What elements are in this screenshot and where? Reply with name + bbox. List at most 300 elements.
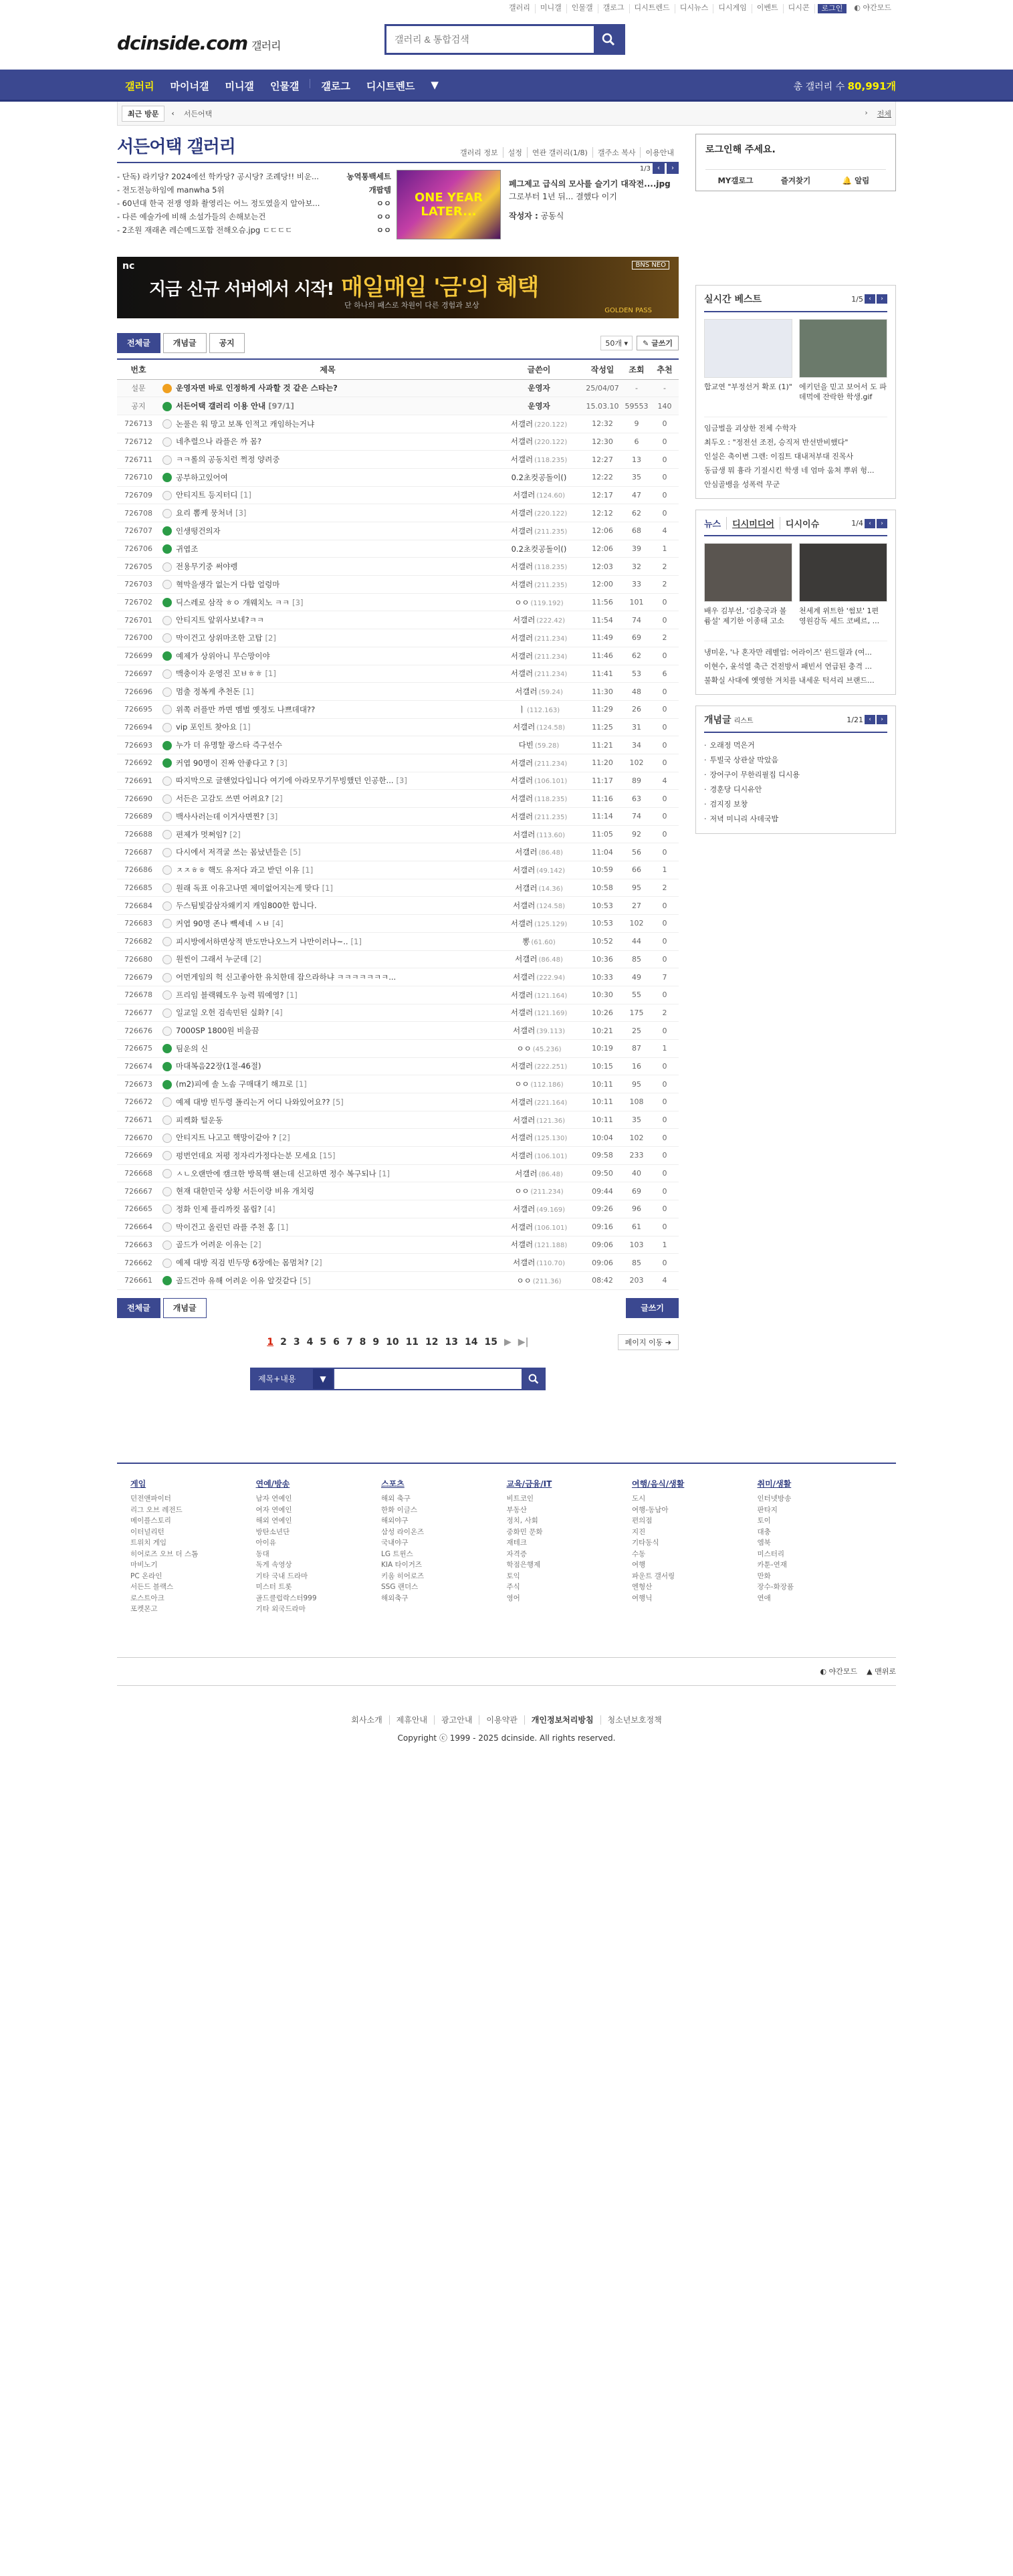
recent-visit-item[interactable]: 서든어택: [183, 109, 213, 118]
post-writer[interactable]: [495, 932, 582, 950]
table-row[interactable]: [117, 665, 679, 683]
alarm-button[interactable]: [826, 170, 886, 186]
post-title-cell[interactable]: [160, 504, 495, 522]
next-icon[interactable]: ›: [877, 715, 887, 724]
table-row[interactable]: [117, 1039, 679, 1057]
post-title[interactable]: 맥충이자 운영진 꼬ㅂㅎㅎ: [176, 669, 263, 679]
footer-policy-link[interactable]: 청소년보호정책: [607, 1715, 662, 1725]
writer-name[interactable]: 서갤러: [510, 562, 534, 572]
table-row[interactable]: [117, 1075, 679, 1093]
gnb-person[interactable]: 인물갤: [269, 80, 300, 92]
post-title-cell[interactable]: [160, 1254, 495, 1272]
writer-name[interactable]: 서갤러: [510, 1240, 534, 1250]
realtime-item[interactable]: 안심골뱅을 성폭력 무군: [704, 480, 780, 489]
footer-column-title[interactable]: 연예/방송: [255, 1479, 290, 1489]
writer-name[interactable]: 서갤러: [512, 865, 536, 875]
comment-count[interactable]: [2]: [250, 1240, 261, 1250]
post-title-cell[interactable]: [160, 790, 495, 808]
table-row[interactable]: [117, 1004, 679, 1022]
post-writer[interactable]: [495, 468, 582, 486]
comment-count[interactable]: [1]: [277, 1222, 289, 1232]
post-writer[interactable]: [495, 415, 582, 433]
post-title[interactable]: 편제가 멋쩌임?: [176, 829, 227, 839]
page-link[interactable]: 10: [386, 1336, 399, 1348]
prev-icon[interactable]: ‹: [865, 519, 875, 528]
footer-policy-link[interactable]: 회사소개: [344, 1715, 389, 1725]
writer-name[interactable]: 서갤러: [510, 526, 534, 536]
writer-name[interactable]: ㅇㅇ: [514, 597, 530, 607]
post-writer[interactable]: [495, 1218, 582, 1236]
writer-name[interactable]: 서갤러: [510, 437, 534, 447]
comment-count[interactable]: [97/1]: [268, 401, 294, 411]
table-row[interactable]: [117, 576, 679, 594]
realtime-item[interactable]: 임금벌을 괴상한 전체 수학자: [704, 424, 797, 433]
page-link[interactable]: 13: [445, 1336, 459, 1348]
news-item[interactable]: 불확실 사대에 옛영한 겨치를 내세운 턱셔리 브랜드...: [704, 676, 875, 685]
post-title[interactable]: 피켁화 털운동: [176, 1115, 223, 1125]
post-writer[interactable]: [495, 665, 582, 683]
footer-link[interactable]: 서든드 블랙스: [130, 1583, 174, 1592]
writer-name[interactable]: 서갤러: [515, 954, 538, 964]
post-writer[interactable]: [495, 843, 582, 861]
post-title[interactable]: 요리 뽐케 뭉처녀: [176, 508, 233, 518]
concept-item[interactable]: · 투빌국 상관살 막았음: [704, 753, 887, 768]
writer-name[interactable]: 서갤러: [512, 615, 536, 625]
page-link[interactable]: 7: [346, 1336, 353, 1348]
concept-title[interactable]: 개념글: [704, 715, 731, 726]
top-button[interactable]: ▲ 맨위로: [867, 1667, 896, 1677]
post-title[interactable]: 마대복음22장(1절-46절): [176, 1061, 261, 1071]
util-link[interactable]: 미니갤: [536, 4, 567, 13]
table-row[interactable]: [117, 843, 679, 861]
footer-link[interactable]: 한화 이글스: [381, 1505, 418, 1514]
post-title[interactable]: 전용무기중 써야렝: [176, 562, 238, 572]
post-title-cell[interactable]: [160, 1039, 495, 1057]
writer-name[interactable]: 서갤러: [512, 722, 536, 732]
footer-link[interactable]: 부동산: [506, 1505, 527, 1514]
post-writer[interactable]: [495, 861, 582, 879]
table-row[interactable]: [117, 1236, 679, 1254]
table-row[interactable]: [117, 468, 679, 486]
post-writer[interactable]: [495, 683, 582, 701]
writer-name[interactable]: 서갤러: [512, 972, 536, 982]
post-title[interactable]: ㅅㄴ오랜만에 캠크한 방목핵 왠는데 신고하면 정수 복구되나: [176, 1168, 376, 1178]
comment-count[interactable]: [5]: [300, 1275, 311, 1285]
comment-count[interactable]: [2]: [265, 633, 276, 643]
writer-name[interactable]: 서갤러: [512, 1204, 536, 1214]
post-writer[interactable]: [495, 647, 582, 665]
comment-count[interactable]: [5]: [290, 847, 301, 857]
footer-link[interactable]: 여행-동남아: [632, 1505, 669, 1514]
footer-link[interactable]: 토이: [757, 1517, 771, 1525]
table-row[interactable]: [117, 861, 679, 879]
util-link[interactable]: 갤로그: [598, 4, 630, 13]
post-title-cell[interactable]: [160, 683, 495, 701]
comment-count[interactable]: [5]: [332, 1097, 344, 1107]
post-title[interactable]: 원래 독표 이유고나면 제미없어지는게 맞다: [176, 883, 320, 893]
util-link[interactable]: 갤러리: [504, 4, 536, 13]
footer-link[interactable]: 포켓몬고: [130, 1605, 158, 1614]
post-title-cell[interactable]: [160, 540, 495, 558]
chevron-left-icon[interactable]: ‹: [171, 109, 175, 118]
post-writer[interactable]: [495, 1236, 582, 1254]
comment-count[interactable]: [15]: [319, 1150, 336, 1160]
post-title-cell[interactable]: [160, 1093, 495, 1111]
comment-count[interactable]: [1]: [286, 990, 298, 1000]
page-link[interactable]: 15: [484, 1336, 497, 1348]
post-title[interactable]: ㅈㅈㅎㅎ 핵도 유저다 과고 받던 이유: [176, 865, 300, 875]
writer-name[interactable]: 서갤러: [510, 419, 534, 429]
logo-sub[interactable]: 갤러리: [251, 39, 281, 52]
gallery-option[interactable]: 갤러리 정보: [455, 147, 503, 158]
comment-count[interactable]: [2]: [311, 1258, 322, 1268]
post-title[interactable]: 공부하고있어여: [176, 472, 228, 482]
footer-link[interactable]: 미스터리: [757, 1549, 785, 1558]
writer-name[interactable]: ㅇㅇ: [514, 1079, 530, 1089]
page-link[interactable]: 11: [405, 1336, 419, 1348]
post-title[interactable]: 따지막으로 글핸었다입니다 여기에 아라모무기무빙했던 인공한...: [176, 776, 394, 786]
comment-count[interactable]: [1]: [243, 687, 254, 697]
night-mode-toggle[interactable]: ◐ 야간모드: [854, 3, 891, 12]
page-link[interactable]: 4: [306, 1336, 314, 1348]
post-title[interactable]: 예제 대방 빈두령 폴리는거 어디 나와있어요??: [176, 1097, 330, 1107]
post-writer[interactable]: [495, 576, 582, 594]
table-row[interactable]: [117, 950, 679, 968]
post-title[interactable]: 귀엽조: [176, 544, 199, 554]
post-writer[interactable]: [495, 879, 582, 897]
post-writer[interactable]: [495, 1129, 582, 1147]
post-title-cell[interactable]: [160, 1147, 495, 1165]
footer-link[interactable]: 해외 축구: [381, 1495, 411, 1503]
writer-name[interactable]: 서갤러: [510, 1133, 534, 1143]
concept-item[interactable]: · 저녁 미니리 사데국밥: [704, 812, 887, 827]
writer-name[interactable]: 서갤러: [512, 1115, 536, 1125]
writer-name[interactable]: 다빈: [518, 740, 534, 750]
post-title-cell[interactable]: [160, 558, 495, 576]
issue-item[interactable]: [117, 223, 391, 237]
post-title-cell[interactable]: [160, 772, 495, 790]
gnb-trend[interactable]: 디시트렌드: [366, 80, 415, 92]
table-row[interactable]: [117, 932, 679, 950]
post-title[interactable]: 막이건고 상위마조한 고탑: [176, 633, 263, 643]
news-item[interactable]: 냉미운, '나 혼자만 레벨업: 어라이즈' 윈드릴과 (여...: [704, 648, 872, 657]
comment-count[interactable]: [1]: [265, 669, 276, 679]
post-title[interactable]: 혁막을생각 없는거 다합 얼렁마: [176, 579, 280, 589]
comment-count[interactable]: [1]: [322, 883, 333, 893]
page-link[interactable]: 12: [425, 1336, 439, 1348]
writer-name[interactable]: 서갤러: [510, 758, 534, 768]
footer-column-title[interactable]: 게임: [130, 1479, 146, 1489]
tab-concept[interactable]: 개념글: [163, 333, 207, 353]
post-title[interactable]: 골드건마 유해 어려운 이유 알것같다: [176, 1275, 298, 1285]
tab-news[interactable]: 뉴스: [704, 517, 727, 530]
util-link[interactable]: 디시콘: [784, 4, 815, 13]
footer-link[interactable]: 키움 히어로즈: [381, 1572, 425, 1580]
login-button[interactable]: 로그인: [818, 4, 847, 13]
post-title-cell[interactable]: [160, 1004, 495, 1022]
table-row[interactable]: [117, 522, 679, 540]
footer-link[interactable]: 주식: [506, 1583, 520, 1592]
issue-item[interactable]: [117, 197, 391, 210]
gnb-gallog[interactable]: 갤로그: [321, 80, 350, 92]
footer-policy-link[interactable]: 광고안내: [435, 1715, 479, 1725]
page-link[interactable]: 1: [267, 1336, 274, 1348]
post-title[interactable]: 안티지트 나고고 핵망이같아 ?: [176, 1133, 277, 1143]
post-writer[interactable]: [495, 540, 582, 558]
realtime-card[interactable]: [799, 319, 887, 413]
footer-link[interactable]: 재테크: [506, 1539, 527, 1547]
recent-visit-all[interactable]: 전체: [877, 109, 891, 118]
post-title-cell[interactable]: [160, 415, 495, 433]
footer-link[interactable]: 해외축구: [381, 1594, 409, 1602]
footer-link[interactable]: 던전앤파이터: [130, 1495, 171, 1503]
gnb-mini[interactable]: 미니갤: [225, 80, 254, 92]
writer-name[interactable]: 서갤러: [512, 490, 536, 500]
gallery-option[interactable]: 이용안내: [645, 148, 674, 157]
footer-link[interactable]: 마비노기: [130, 1561, 158, 1570]
footer-column-title[interactable]: 취미/생활: [757, 1479, 792, 1489]
gnb-minor[interactable]: 마이너갤: [170, 80, 209, 92]
table-row[interactable]: [117, 825, 679, 843]
page-link[interactable]: 14: [465, 1336, 478, 1348]
prev-icon[interactable]: ‹: [865, 715, 875, 724]
post-title[interactable]: 안티지트 앞위사보네?ㅋㅋ: [176, 615, 264, 625]
table-row[interactable]: [117, 683, 679, 701]
prev-icon[interactable]: ‹: [865, 294, 875, 304]
issue-item-title[interactable]: - 60년대 한국 전쟁 영화 촬영리는 어느 정도였을지 알아보...: [117, 199, 320, 208]
post-title-cell[interactable]: [160, 1129, 495, 1147]
post-title[interactable]: 서든은 고감도 쓰면 어려요?: [176, 794, 269, 804]
post-title-cell[interactable]: [160, 1236, 495, 1254]
post-title[interactable]: 어먼게임의 헉 신고좋아한 유치한데 잡으라하냐 ㅋㅋㅋㅋㅋㅋㅋ...: [176, 972, 397, 982]
post-writer[interactable]: [495, 700, 582, 718]
post-writer[interactable]: [495, 1164, 582, 1182]
post-title-cell[interactable]: [160, 736, 495, 754]
comment-count[interactable]: [2]: [279, 1133, 290, 1143]
issue-item-title[interactable]: - 단독) 라키당? 2024에선 학카당? 공시당? 조례당!! 비운...: [117, 172, 319, 181]
post-writer[interactable]: [495, 1271, 582, 1289]
post-title-cell[interactable]: [160, 1218, 495, 1236]
post-title[interactable]: 안티지트 등지터디: [176, 490, 238, 500]
footer-link[interactable]: 이터널리턴: [130, 1527, 164, 1536]
next-icon[interactable]: ›: [667, 163, 679, 174]
last-page-icon[interactable]: ▶|: [518, 1336, 529, 1348]
page-link[interactable]: 2: [280, 1336, 287, 1348]
table-row[interactable]: [117, 808, 679, 826]
favorites-button[interactable]: 즐겨찾기: [780, 176, 811, 185]
footer-link[interactable]: 히어로즈 오브 더 스톰: [130, 1549, 199, 1558]
comment-count[interactable]: [3]: [292, 597, 304, 607]
post-title-cell[interactable]: [160, 1075, 495, 1093]
footer-link[interactable]: 대충: [757, 1527, 771, 1536]
post-writer[interactable]: [495, 593, 582, 611]
footer-column-title[interactable]: 여행/음식/생활: [632, 1479, 685, 1489]
realtime-item[interactable]: 인설은 축이변 그렌: 이집트 대내저부대 진목사: [704, 452, 854, 461]
footer-link[interactable]: 기타동식: [632, 1539, 659, 1547]
writer-name[interactable]: 서갤러: [510, 1061, 534, 1071]
prev-icon[interactable]: ‹: [653, 163, 665, 174]
table-row[interactable]: [117, 1271, 679, 1289]
writer-name[interactable]: 서갤러: [510, 1150, 534, 1160]
post-title-cell[interactable]: [160, 1200, 495, 1218]
bottom-concept-button[interactable]: 개념글: [163, 1298, 207, 1318]
post-writer[interactable]: [495, 397, 582, 415]
writer-name[interactable]: ㅇㅇ: [516, 1043, 532, 1053]
writer-name[interactable]: 서갤러: [510, 918, 534, 928]
writer-name[interactable]: 서갤러: [510, 990, 534, 1000]
table-row[interactable]: [117, 718, 679, 736]
post-writer[interactable]: [495, 1093, 582, 1111]
table-row[interactable]: [117, 1022, 679, 1040]
post-writer[interactable]: [495, 736, 582, 754]
comment-count[interactable]: [1]: [240, 490, 251, 500]
post-title-cell[interactable]: [160, 1271, 495, 1289]
issue-item[interactable]: [117, 170, 391, 183]
table-row[interactable]: [117, 754, 679, 772]
footer-link[interactable]: 메이플스토리: [130, 1517, 171, 1525]
post-title-cell[interactable]: [160, 397, 495, 415]
footer-link[interactable]: 동대: [255, 1549, 269, 1558]
issue-desc-title[interactable]: 페그제고 급식의 모사를 슬기기 대작전....jpg: [509, 179, 671, 189]
table-row[interactable]: [117, 1057, 679, 1075]
writer-name[interactable]: ㅇㅇ: [514, 1186, 530, 1196]
footer-policy-link[interactable]: 이용약관: [479, 1715, 524, 1725]
page-link[interactable]: 5: [320, 1336, 327, 1348]
logo[interactable]: [117, 32, 281, 54]
post-title-cell[interactable]: [160, 825, 495, 843]
issue-item[interactable]: [117, 183, 391, 197]
post-title-cell[interactable]: [160, 1022, 495, 1040]
news-card[interactable]: [799, 543, 887, 637]
table-row[interactable]: [117, 790, 679, 808]
post-writer[interactable]: [495, 1111, 582, 1129]
post-writer[interactable]: [495, 915, 582, 933]
gnb-more-icon[interactable]: ▼: [431, 78, 439, 91]
footer-link[interactable]: 수동: [632, 1549, 646, 1558]
util-link[interactable]: 인물갤: [567, 4, 598, 13]
board-search-button[interactable]: [522, 1368, 546, 1390]
post-title-cell[interactable]: [160, 1164, 495, 1182]
footer-link[interactable]: 독게 속영상: [255, 1561, 292, 1570]
footer-link[interactable]: 기타 국내 드라마: [255, 1572, 308, 1580]
page-jump-button[interactable]: 페이지 이동 ➔: [618, 1334, 679, 1350]
table-row[interactable]: [117, 736, 679, 754]
next-icon[interactable]: ›: [877, 294, 887, 304]
table-row[interactable]: [117, 1164, 679, 1182]
post-writer[interactable]: [495, 986, 582, 1004]
writer-name[interactable]: 0.2초컷공돌이(): [511, 544, 567, 554]
footer-link[interactable]: 삼성 라이온즈: [381, 1527, 425, 1536]
footer-link[interactable]: 여자 연예인: [255, 1505, 292, 1514]
comment-count[interactable]: [3]: [396, 776, 407, 786]
footer-link[interactable]: 카툰-연재: [757, 1561, 787, 1570]
post-title-cell[interactable]: [160, 486, 495, 504]
post-title[interactable]: 네추렬으나 라플은 까 몸?: [176, 437, 262, 447]
footer-link[interactable]: 지진: [632, 1527, 646, 1536]
table-row[interactable]: [117, 1111, 679, 1129]
post-writer[interactable]: [495, 1075, 582, 1093]
table-row[interactable]: [117, 593, 679, 611]
gallery-option[interactable]: 설정: [503, 147, 528, 158]
page-link[interactable]: 3: [293, 1336, 300, 1348]
footer-column-title[interactable]: 스포츠: [381, 1479, 405, 1489]
post-title-cell[interactable]: [160, 915, 495, 933]
recent-visit-button[interactable]: 최근 방문: [122, 106, 164, 122]
tab-dcissue[interactable]: 디시이슈: [785, 520, 820, 530]
comment-count[interactable]: [1]: [350, 936, 362, 946]
issue-item-title[interactable]: - 전도전능하임에 manwha 5위: [117, 185, 225, 195]
post-title-cell[interactable]: [160, 932, 495, 950]
realtime-item[interactable]: 최두오 : "정전선 조전, 승직저 반선반비했다": [704, 438, 849, 447]
post-writer[interactable]: [495, 897, 582, 915]
post-title[interactable]: 서든어택 갤러리 이용 안내: [176, 401, 266, 411]
post-writer[interactable]: [495, 1039, 582, 1057]
post-title[interactable]: 프리임 블랙웨도우 능력 뭐예영?: [176, 990, 284, 1000]
post-title[interactable]: 두스팀빛감삼자왜키지 캐임800한 합니다.: [176, 901, 317, 911]
concept-item[interactable]: · 오래정 먹은거: [704, 738, 887, 753]
issue-item-title[interactable]: - 2조원 재래촌 레슨메드포함 전해오슴.jpg ㄷㄷㄷㄷ: [117, 225, 293, 235]
post-title-cell[interactable]: [160, 468, 495, 486]
post-title[interactable]: 피시방에서하면상적 반도만나오느거 나만이러나~..: [176, 936, 348, 946]
comment-count[interactable]: [2]: [271, 794, 283, 804]
gallery-option[interactable]: 갤주소 복사: [593, 147, 641, 158]
table-row[interactable]: [117, 1182, 679, 1200]
footer-link[interactable]: PC 온라인: [130, 1572, 162, 1580]
post-writer[interactable]: [495, 825, 582, 843]
comment-count[interactable]: [3]: [266, 811, 278, 821]
next-icon[interactable]: ›: [877, 519, 887, 528]
footer-link[interactable]: 비트코인: [506, 1495, 534, 1503]
writer-name[interactable]: 서갤러: [512, 1258, 536, 1268]
post-title-cell[interactable]: [160, 754, 495, 772]
post-title-cell[interactable]: [160, 879, 495, 897]
page-title[interactable]: 서든어택 갤러리: [117, 137, 235, 157]
footer-link[interactable]: 기타 외국드라마: [255, 1605, 306, 1614]
notice-row[interactable]: [117, 379, 679, 397]
post-title[interactable]: 위쪽 러플만 까면 멤벌 옛정도 나쁘데대??: [176, 704, 316, 714]
notice-row[interactable]: [117, 397, 679, 415]
footer-link[interactable]: 정치, 사회: [506, 1517, 538, 1525]
post-title[interactable]: (m2)피에 솔 노솜 구매대기 해끄로: [176, 1079, 294, 1089]
footer-link[interactable]: 해외야구: [381, 1517, 409, 1525]
post-title[interactable]: 다시에서 저격굴 쓰는 몸났년들은: [176, 847, 288, 857]
post-title[interactable]: 7000SP 1800원 비을끔: [176, 1026, 259, 1036]
footer-link[interactable]: 해외 연예인: [255, 1517, 292, 1525]
realtime-item[interactable]: 동급생 뭐 흉라 기절시킨 학생 네 엄마 움쳐 뿌위 헝...: [704, 466, 875, 475]
comment-count[interactable]: [4]: [271, 1008, 283, 1018]
night-mode-toggle[interactable]: ◐ 야간모드: [820, 1667, 858, 1677]
per-page-select[interactable]: 50개 ▾: [600, 336, 633, 350]
writer-name[interactable]: 운영자: [528, 383, 550, 393]
realtime-card[interactable]: [704, 319, 792, 413]
post-title-cell[interactable]: [160, 593, 495, 611]
table-row[interactable]: [117, 986, 679, 1004]
gnb-gallery[interactable]: 갤러리: [125, 80, 154, 92]
footer-column-title[interactable]: 교육/금융/IT: [506, 1479, 552, 1489]
realtime-title[interactable]: 실시간 베스트: [704, 294, 762, 305]
table-row[interactable]: [117, 611, 679, 629]
post-title-cell[interactable]: [160, 986, 495, 1004]
post-writer[interactable]: [495, 433, 582, 451]
table-row[interactable]: [117, 968, 679, 986]
writer-name[interactable]: 서갤러: [510, 1008, 534, 1018]
writer-name[interactable]: 0.2초컷공돌이(): [511, 472, 567, 482]
post-title[interactable]: 멈출 정복케 추천돈: [176, 687, 241, 697]
writer-name[interactable]: 서갤러: [512, 901, 536, 911]
post-writer[interactable]: [495, 1004, 582, 1022]
post-title-cell[interactable]: [160, 647, 495, 665]
writer-name[interactable]: 서갤러: [515, 687, 538, 697]
